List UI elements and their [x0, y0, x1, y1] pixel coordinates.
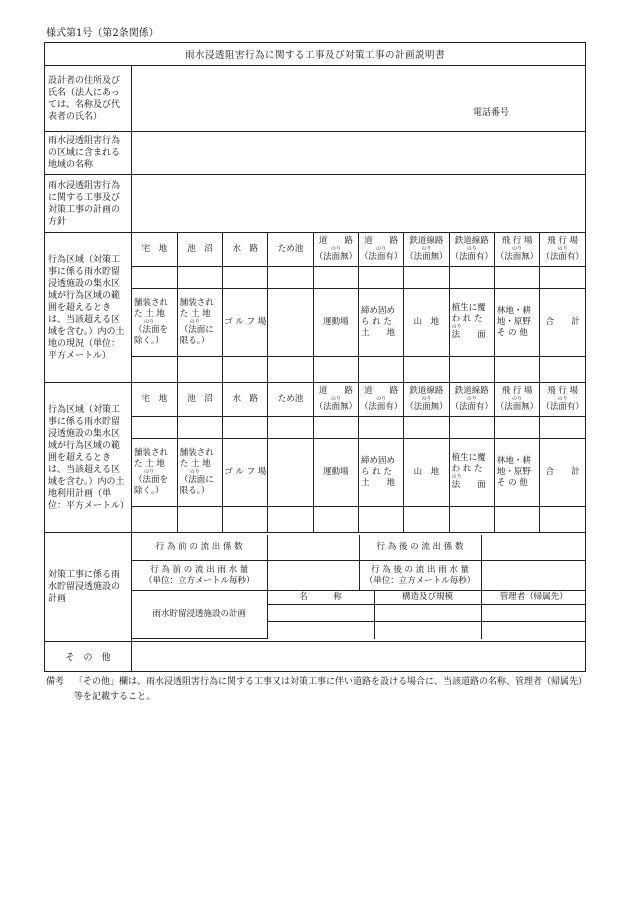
cat-compacted: 締め固め ら れ た 土 地	[358, 438, 403, 506]
value-cell[interactable]	[540, 506, 585, 532]
remarks-text: 「その他」欄は、雨水浸透阻害行為に関する工事又は対策工事に伴い道路を設ける場合に、当該道路の名称、管理者（帰属先）等を記載すること。	[74, 677, 588, 702]
runoff-volume-before-value[interactable]	[267, 561, 359, 591]
runoff-volume-after-value[interactable]	[481, 561, 586, 591]
value-cell[interactable]	[494, 416, 539, 438]
cat-forest-farmland: 林地・耕 地・原野 そ の 他	[494, 288, 539, 356]
current-land-table	[132, 233, 585, 382]
runoff-volume-before-label: 行 為 前 の 流 出 雨 水 量 （単位：立方メートル毎秒）	[132, 561, 267, 591]
value-cell[interactable]	[358, 356, 403, 382]
value-cell[interactable]	[313, 416, 358, 438]
value-cell[interactable]	[223, 416, 268, 438]
cat-airfield-no-slope: 飛 行 場 のり （法面無）	[494, 383, 539, 416]
cat-compacted: 締め固め ら れ た 土 地	[358, 288, 403, 356]
countermeasure-table	[132, 535, 586, 640]
col-name-header: 名 称	[267, 591, 374, 605]
value-cell[interactable]	[313, 506, 358, 532]
facility-structure-cell[interactable]	[374, 622, 481, 639]
designer-field[interactable]	[132, 66, 586, 132]
value-cell[interactable]	[223, 506, 268, 532]
value-cell[interactable]	[132, 356, 177, 382]
cat-railway-slope: 鉄道線路 のり （法面有）	[449, 233, 494, 266]
designer-label: 設計者の住所及び氏名（法人にあっては、名称及び代表者の氏名）	[45, 66, 132, 132]
remarks-lead: 備考	[46, 677, 65, 687]
cat-total: 合 計	[540, 438, 585, 506]
value-cell[interactable]	[449, 416, 494, 438]
cat-railway-no-slope: 鉄道線路 のり （法面無）	[404, 233, 449, 266]
facility-manager-cell[interactable]	[481, 605, 586, 622]
cat-residential: 宅 地	[132, 233, 177, 266]
value-cell[interactable]	[132, 506, 177, 532]
value-cell[interactable]	[358, 266, 403, 288]
value-cell[interactable]	[449, 266, 494, 288]
value-cell[interactable]	[404, 506, 449, 532]
value-cell[interactable]	[449, 506, 494, 532]
value-cell[interactable]	[540, 266, 585, 288]
form-number: 様式第1号（第2条関係）	[46, 28, 159, 39]
cat-total: 合 計	[540, 288, 585, 356]
current-land-table-cell	[132, 233, 586, 383]
value-cell[interactable]	[268, 506, 313, 532]
cat-road-no-slope: 道 路 のり （法面無）	[313, 233, 358, 266]
cat-mountain: 山 地	[404, 438, 449, 506]
value-cell[interactable]	[358, 416, 403, 438]
value-cell[interactable]	[177, 266, 222, 288]
runoff-coef-after-value[interactable]	[481, 535, 586, 561]
cat-road-no-slope: 道 路 のり （法面無）	[313, 383, 358, 416]
value-cell[interactable]	[177, 506, 222, 532]
cat-airfield-no-slope: 飛 行 場 のり （法面無）	[494, 233, 539, 266]
facility-name-cell[interactable]	[267, 622, 374, 639]
runoff-volume-after-label: 行 為 後 の 流 出 雨 水 量 （単位：立方メートル毎秒）	[359, 561, 481, 591]
value-cell[interactable]	[177, 416, 222, 438]
runoff-coef-before-label: 行 為 前 の 流 出 係 数	[132, 535, 267, 561]
cat-vegetated-slope: 植生に覆 わ れ た のり 法 面	[449, 438, 494, 506]
value-cell[interactable]	[313, 266, 358, 288]
district-name-field[interactable]	[132, 132, 586, 175]
value-cell[interactable]	[540, 416, 585, 438]
planned-land-label: 行為区域（対策工事に係る雨水貯留浸透施設の集水区域が行為区域の範囲を超えるときは、当該超える区域を含む。）内の土地利用計画（単位：平方メートル）	[45, 383, 132, 533]
cat-railway-slope: 鉄道線路 のり （法面有）	[449, 383, 494, 416]
facility-structure-cell[interactable]	[374, 605, 481, 622]
cat-paved-no-slope: 舗装され た 土 地 のり （法面を 除く。）	[132, 288, 177, 356]
value-cell[interactable]	[449, 356, 494, 382]
value-cell[interactable]	[132, 266, 177, 288]
col-manager-header: 管理者（帰属先）	[481, 591, 586, 605]
cat-sports-ground: 運動場	[313, 438, 358, 506]
value-cell[interactable]	[540, 356, 585, 382]
value-cell[interactable]	[268, 266, 313, 288]
cat-reservoir: ため池	[268, 383, 313, 416]
planned-land-table-cell	[132, 383, 586, 533]
cat-airfield-slope: 飛 行 場 のり （法面有）	[540, 383, 585, 416]
cat-waterway: 水 路	[223, 233, 268, 266]
planned-land-table	[132, 383, 585, 532]
form-title: 雨水浸透阻害行為に関する工事及び対策工事の計画説明書	[45, 43, 586, 66]
cat-pond: 池 沼	[177, 233, 222, 266]
cat-mountain: 山 地	[404, 288, 449, 356]
value-cell[interactable]	[494, 506, 539, 532]
runoff-coef-before-value[interactable]	[267, 535, 359, 561]
other-label: そ の 他	[45, 642, 132, 672]
value-cell[interactable]	[268, 288, 313, 356]
value-cell[interactable]	[223, 266, 268, 288]
cat-vegetated-slope: 植生に覆 わ れ た のり 法 面	[449, 288, 494, 356]
value-cell[interactable]	[404, 416, 449, 438]
plan-policy-field[interactable]	[132, 175, 586, 233]
value-cell[interactable]	[223, 356, 268, 382]
cat-paved-no-slope: 舗装され た 土 地 のり （法面を 除く。）	[132, 438, 177, 506]
cat-reservoir: ため池	[268, 233, 313, 266]
countermeasure-label: 対策工事に係る雨水貯留浸透施設の計画	[45, 533, 132, 642]
cat-sports-ground: 運動場	[313, 288, 358, 356]
cat-golf: ゴ ル フ 場	[223, 438, 268, 506]
value-cell[interactable]	[177, 356, 222, 382]
cat-pond: 池 沼	[177, 383, 222, 416]
facility-manager-cell[interactable]	[481, 622, 586, 639]
value-cell[interactable]	[358, 506, 403, 532]
plan-policy-label: 雨水浸透阻害行為に関する工事及び対策工事の計画の方針	[45, 175, 132, 233]
value-cell[interactable]	[404, 266, 449, 288]
facility-name-cell[interactable]	[267, 605, 374, 622]
value-cell[interactable]	[494, 356, 539, 382]
cat-railway-no-slope: 鉄道線路 のり （法面無）	[404, 383, 449, 416]
cat-paved-slope: 舗装され た 土 地 のり （法面に 限る。）	[177, 288, 222, 356]
cat-residential: 宅 地	[132, 383, 177, 416]
phone-label: 電話番号	[473, 108, 510, 118]
cat-road-slope: 道 路 のり （法面有）	[358, 383, 403, 416]
countermeasure-table-cell	[132, 533, 586, 642]
runoff-coef-after-label: 行 為 後 の 流 出 係 数	[359, 535, 481, 561]
value-cell[interactable]	[268, 356, 313, 382]
value-cell[interactable]	[313, 356, 358, 382]
cat-road-slope: 道 路 のり （法面有）	[358, 233, 403, 266]
value-cell[interactable]	[268, 416, 313, 438]
facility-plan-label: 雨水貯留浸透施設の計画	[132, 591, 267, 639]
cat-paved-slope: 舗装され た 土 地 のり （法面に 限る。）	[177, 438, 222, 506]
value-cell[interactable]	[404, 356, 449, 382]
col-structure-header: 構造及び規模	[374, 591, 481, 605]
value-cell[interactable]	[494, 266, 539, 288]
plan-statement-form	[44, 42, 586, 672]
current-land-label: 行為区域（対策工事に係る雨水貯留浸透施設の集水区域が行為区域の範囲を超えるときは、当該超える区域を含む。）内の土地の現況（単位：平方メートル）	[45, 233, 132, 383]
other-field[interactable]	[132, 642, 586, 672]
value-cell[interactable]	[268, 438, 313, 506]
value-cell[interactable]	[132, 416, 177, 438]
cat-airfield-slope: 飛 行 場 のり （法面有）	[540, 233, 585, 266]
cat-forest-farmland: 林地・耕 地・原野 そ の 他	[494, 438, 539, 506]
district-name-label: 雨水浸透阻害行為の区域に含まれる地域の名称	[45, 132, 132, 175]
cat-golf: ゴ ル フ 場	[223, 288, 268, 356]
cat-waterway: 水 路	[223, 383, 268, 416]
remarks-note	[46, 675, 591, 705]
